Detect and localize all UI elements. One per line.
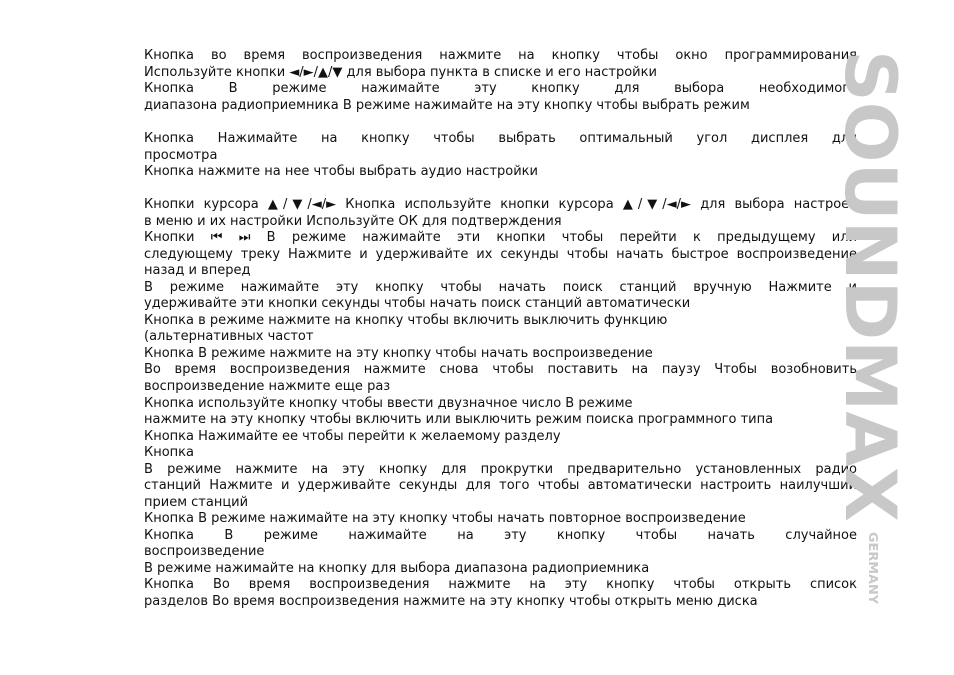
text-line: Кнопки курсора ▲/▼/◄/► Кнопка используйте кнопки курсора ▲/▼/◄/► для выбора настроек	[144, 197, 857, 212]
text-line: Во время воспроизведения нажмите снова чтобы поставить на паузу Чтобы возобновить	[144, 362, 857, 377]
text-line: Кнопка используйте кнопку чтобы ввести двузначное число В режиме	[144, 396, 633, 411]
brand-country: GERMANY	[866, 532, 880, 600]
text-line: (альтернативных частот	[144, 329, 314, 344]
text-line: воспроизведение нажмите еще раз	[144, 379, 391, 394]
text-line: Кнопка	[144, 445, 195, 460]
text-line: в меню и их настройки Используйте ОК для подтверждения	[144, 214, 562, 229]
text-line: Кнопка нажмите на нее чтобы выбрать аудио настройки	[144, 164, 538, 179]
text-line: прием станций	[144, 495, 249, 510]
text-line: В режиме нажимайте эту кнопку чтобы начать поиск станций вручную Нажмите и	[144, 280, 857, 295]
text-line: назад и вперед	[144, 263, 251, 278]
text-line: Кнопка Нажимайте на кнопку чтобы выбрать оптимальный угол дисплея для	[144, 131, 857, 146]
text-line: разделов Во время воспроизведения нажмите на эту кнопку чтобы открыть меню диска	[144, 594, 758, 609]
text-line: Кнопка В режиме нажимайте на эту кнопку чтобы начать повторное воспроизведение	[144, 511, 746, 526]
brand-watermark	[826, 42, 922, 606]
text-line: Кнопка В режиме нажимайте на эту кнопку чтобы начать случайное	[144, 528, 857, 543]
text-line: нажмите на эту кнопку чтобы включить или выключить режим поиска программного типа	[144, 412, 774, 427]
text-line: диапазона радиоприемника В режиме нажимайте на эту кнопку чтобы выбрать режим	[144, 98, 750, 113]
text-line: Кнопки ⏮ ⏭ В режиме нажимайте эти кнопки чтобы перейти к предыдущему или	[144, 230, 857, 245]
text-line: Кнопка Нажимайте ее чтобы перейти к желаемому разделу	[144, 429, 561, 444]
text-line: Кнопка Во время воспроизведения нажмите на эту кнопку чтобы открыть список	[144, 577, 857, 592]
text-line: Используйте кнопки ◄/►/▲/▼ для выбора пункта в списке и его настройки	[144, 65, 657, 80]
brand-name: SOUNDMAX	[829, 50, 911, 512]
text-line: Кнопка во время воспроизведения нажмите на кнопку чтобы окно программирования	[144, 48, 857, 63]
text-line: Кнопка В режиме нажмите на эту кнопку чтобы начать воспроизведение	[144, 346, 653, 361]
text-line: В режиме нажмите на эту кнопку для прокрутки предварительно установленных радио	[144, 462, 857, 477]
text-line: следующему треку Нажмите и удерживайте их секунды чтобы начать быстрое воспроизведение	[144, 247, 857, 262]
text-line: просмотра	[144, 148, 218, 163]
text-line: воспроизведение	[144, 544, 265, 559]
text-line: В режиме нажимайте на кнопку для выбора диапазона радиоприемника	[144, 561, 650, 576]
text-line: удерживайте эти кнопки секунды чтобы начать поиск станций автоматически	[144, 296, 691, 311]
text-line: Кнопка В режиме нажимайте эту кнопку для выбора необходимого	[144, 81, 857, 96]
text-line: Кнопка в режиме нажмите на кнопку чтобы включить выключить функцию	[144, 313, 668, 328]
text-line: станций Нажмите и удерживайте секунды для того чтобы автоматически настроить наилучший	[144, 478, 857, 493]
